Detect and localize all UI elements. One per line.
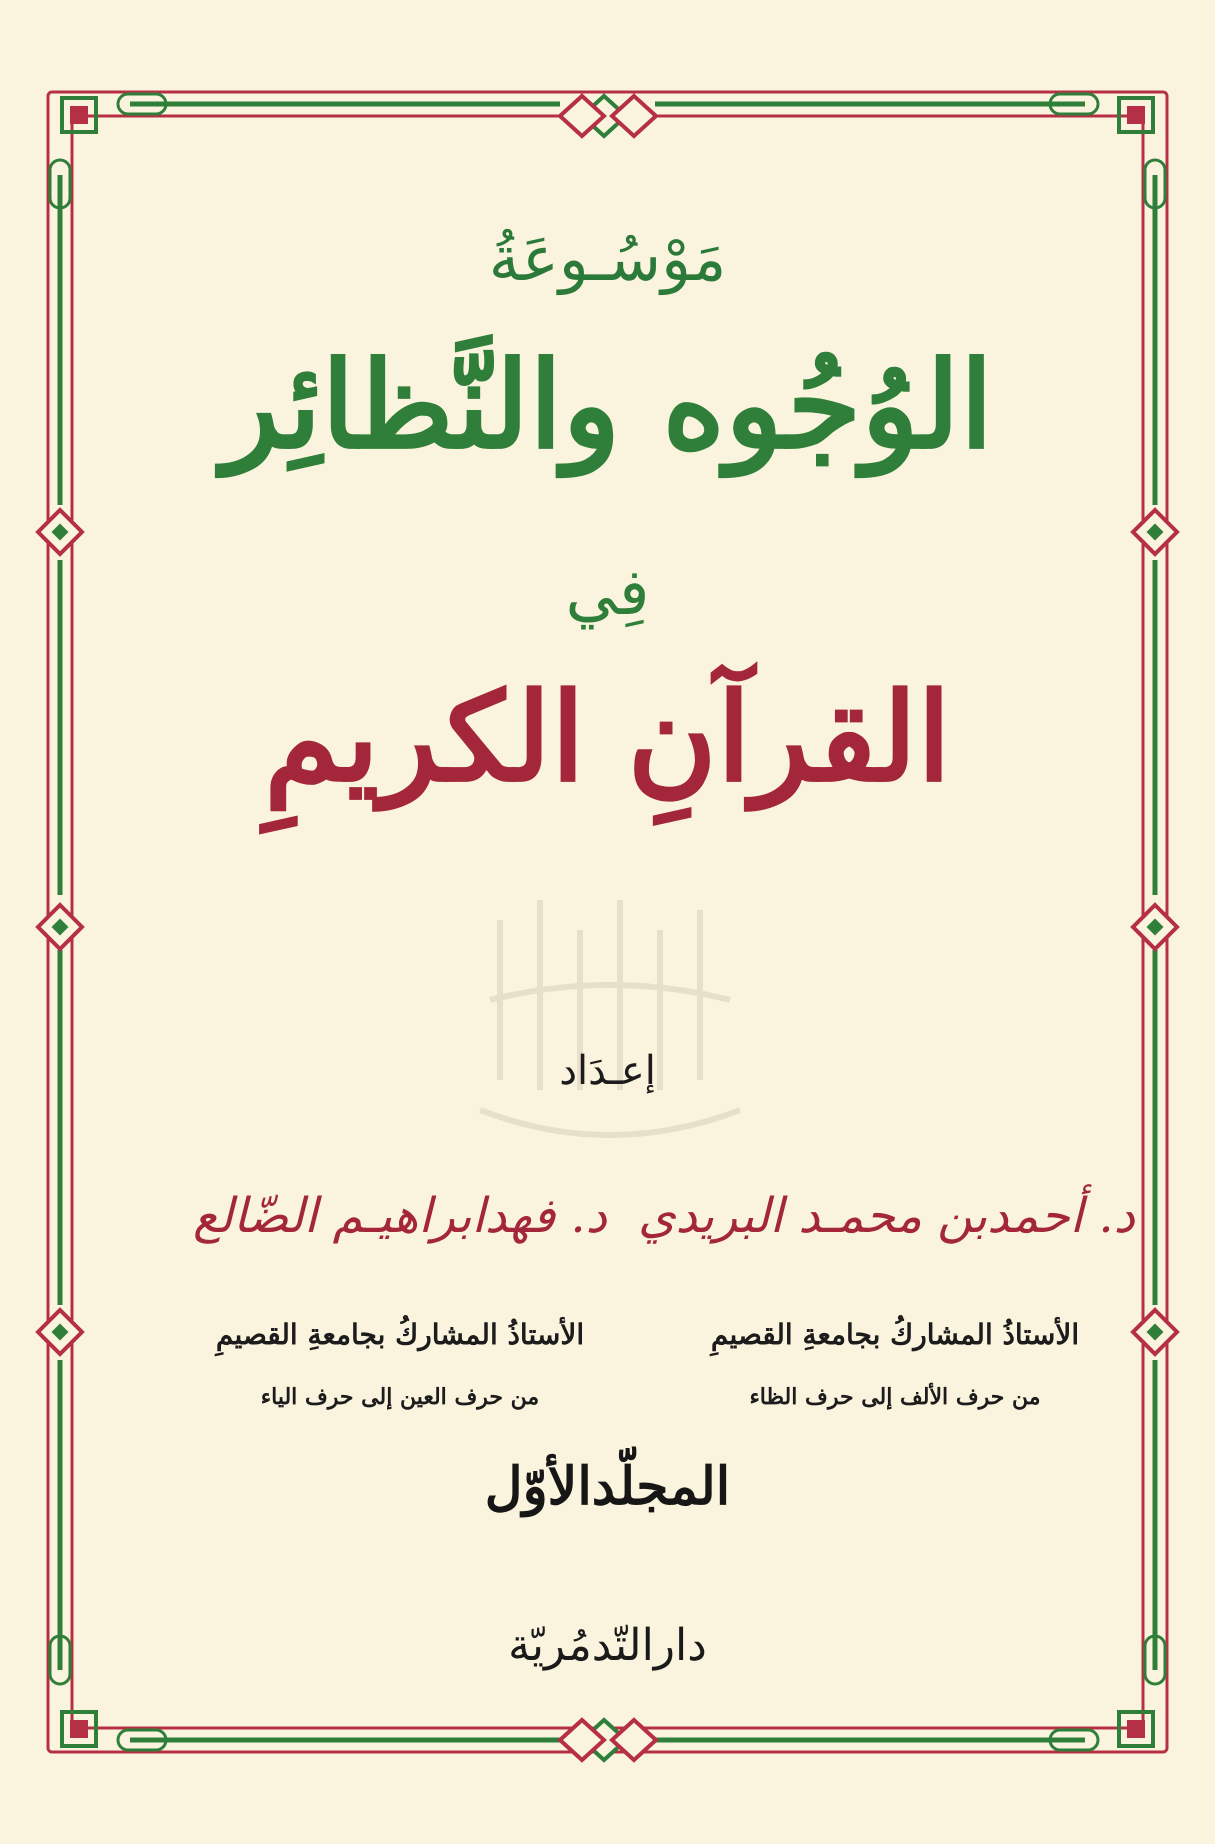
book-title-connector: فِي — [565, 556, 650, 630]
book-title-main: الوُجُوه والنَّظائِر — [221, 335, 994, 476]
watermark-emblem — [440, 860, 780, 1160]
author-name: د. أحمدبن محمـد البريدي — [637, 1188, 1135, 1244]
author-scope: من حرف العين إلى حرف الياء — [260, 1384, 540, 1410]
author-position: الأستاذُ المشاركُ بجامعةِ القصيمِ — [215, 1318, 585, 1351]
prepared-by-label: إعـدَاد — [559, 1048, 656, 1094]
author-name: د. فهدابراهيـم الضّالع — [192, 1188, 608, 1244]
volume-label: المجلّدالأوّل — [484, 1456, 731, 1517]
encyclopedia-label: مَوْسُـوعَةُ — [488, 222, 727, 295]
author-scope: من حرف الألف إلى حرف الظاء — [749, 1384, 1041, 1410]
author-position: الأستاذُ المشاركُ بجامعةِ القصيمِ — [710, 1318, 1080, 1351]
publisher-logo-text: دارالتّدمُريّة — [508, 1620, 707, 1671]
book-title-quran: القرآنِ الكريمِ — [264, 665, 951, 809]
